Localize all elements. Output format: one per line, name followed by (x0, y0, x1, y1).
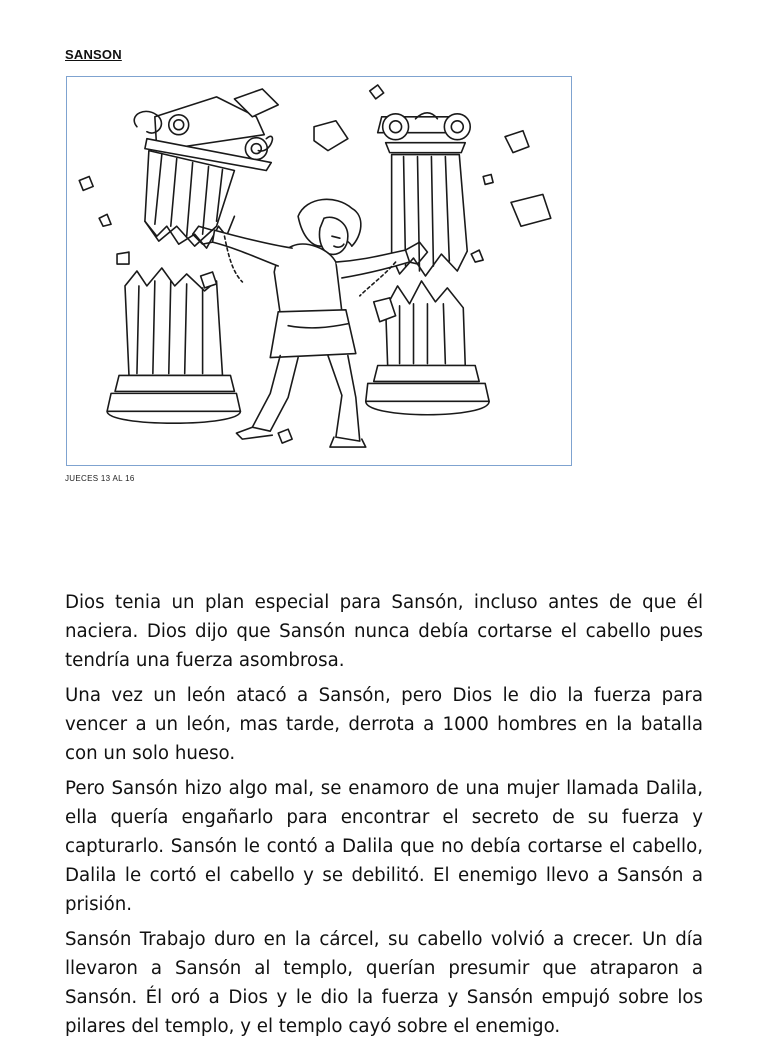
paragraph: Dios tenia un plan especial para Sansón, incluso antes de que él naciera. Dios dijo que Sansón nunca debía cortarse el cabello pues tendría una fuerza asombrosa. (65, 592, 703, 671)
left-pillar-lower (107, 268, 240, 423)
paragraph: Sansón Trabajo duro en la cárcel, su cabello volvió a crecer. Un día llevaron a Sansón al templo, querían presumir que atraparon a Sansón. Él oró a Dios y le dio la fuerza y Sansón empujó sobre los pilares del templo, y el templo cayó sobre el enemigo. (65, 929, 703, 1037)
paragraph: Una vez un león atacó a Sansón, pero Dios le dio la fuerza para vencer a un león, mas tarde, derrota a 1000 hombres en la batalla con un solo hueso. (65, 685, 703, 764)
right-pillar-upper (378, 113, 471, 276)
document-title: SANSON (65, 47, 122, 62)
left-pillar-upper (134, 97, 272, 248)
samson-illustration (66, 76, 572, 466)
story-text (65, 588, 703, 1047)
paragraph: Pero Sansón hizo algo mal, se enamoro de una mujer llamada Dalila, ella quería engañarlo para encontrar el secreto de su fuerza y capturarlo. Sansón le contó a Dalila que no debía cortarse el cabello, Dalila le cortó el cabello y se debilitó. El enemigo llevo a Sansón a prisión. (65, 778, 703, 915)
figure-caption: JUECES 13 AL 16 (65, 474, 135, 483)
